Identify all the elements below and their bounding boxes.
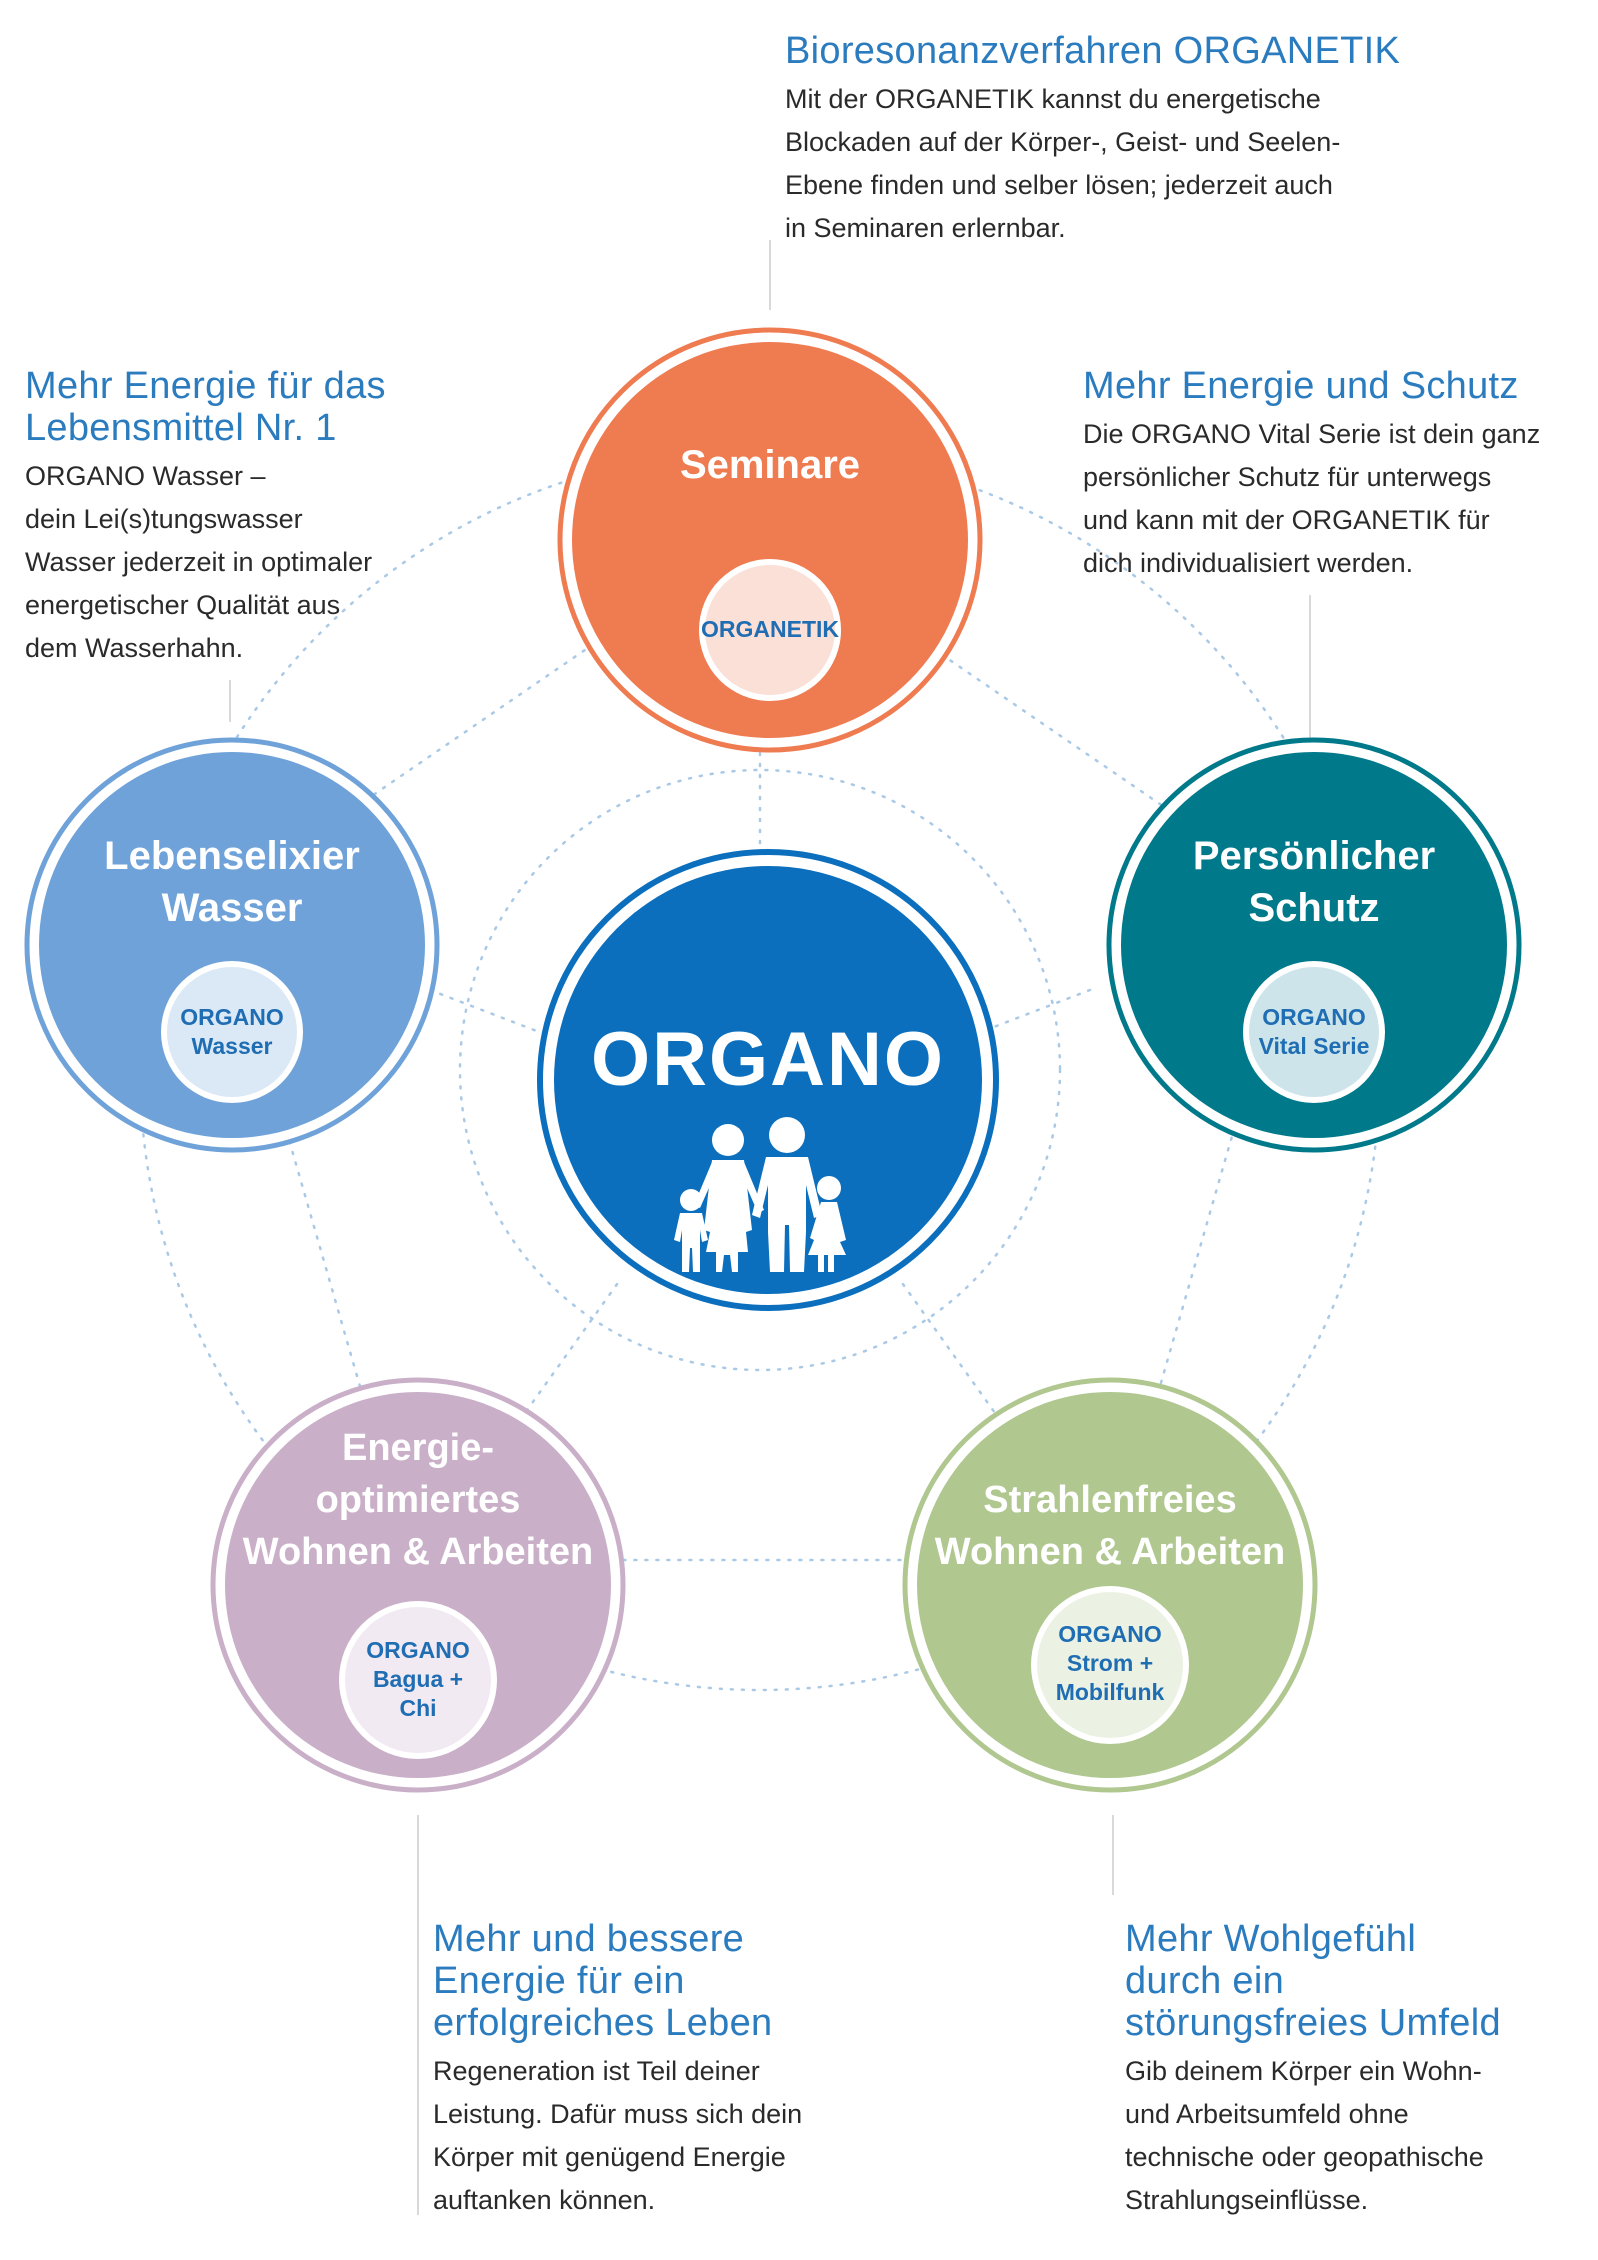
strahlen-description xyxy=(1125,1918,1585,2222)
wohnen-description-title: Mehr und bessere Energie für ein erfolgreiches Leben xyxy=(433,1918,773,2044)
schutz-title: Persönlicher Schutz xyxy=(1192,834,1436,930)
schutz-description-body: Die ORGANO Vital Serie ist dein ganz persönlicher Schutz für unterwegs und kann mit der ORGANETIK für dich individualisiert werden. xyxy=(1083,419,1541,578)
organo-wasser-label: ORGANO Wasser xyxy=(180,1004,284,1059)
strahlen-title: Strahlenfreies Wohnen & Arbeiten xyxy=(934,1479,1286,1573)
strahlen-description-title: Mehr Wohlgefühl durch ein störungsfreies Umfeld xyxy=(1125,1918,1501,2044)
organetik-description-title: Bioresonanzverfahren ORGANETIK xyxy=(785,30,1401,72)
organo-bagua-label: ORGANO Bagua + Chi xyxy=(366,1637,470,1721)
strahlen-description-body: Gib deinem Körper ein Wohn- und Arbeitsumfeld ohne technische oder geopathische Strahlungseinflüsse. xyxy=(1125,2056,1484,2215)
wohnen-description-body: Regeneration ist Teil deiner Leistung. Dafür muss sich dein Körper mit genügend Energie auftanken können. xyxy=(433,2056,803,2215)
organetik-description xyxy=(785,30,1505,250)
dotted-spoke-bottom-left xyxy=(520,1280,620,1420)
organo-vital-label: ORGANO Vital Serie xyxy=(1258,1004,1370,1059)
wasser-description-body: ORGANO Wasser – dein Lei(s)tungswasser Wasser jederzeit in optimaler energetischer Qualität aus dem Wasserhahn. xyxy=(25,461,373,663)
wasser-description xyxy=(25,365,465,670)
wohnen-description xyxy=(433,1918,893,2222)
organo-strom-label: ORGANO Strom + Mobilfunk xyxy=(1055,1621,1165,1705)
strahlen-circle xyxy=(905,1380,1315,1790)
wasser-description-title: Mehr Energie für das Lebensmittel Nr. 1 xyxy=(25,365,386,449)
seminare-title: Seminare xyxy=(679,443,861,487)
schutz-description xyxy=(1083,365,1583,585)
organetik-label: ORGANETIK xyxy=(701,616,839,642)
organetik-description-body: Mit der ORGANETIK kannst du energetische Blockaden auf der Körper-, Geist- und Seelen- Ebene finden und selber lösen; jederzeit auch in Seminaren erlernbar. xyxy=(785,84,1341,243)
center-title: ORGANO xyxy=(591,1017,945,1102)
schutz-circle xyxy=(1109,740,1519,1150)
wasser-title: Lebenselixier Wasser xyxy=(104,834,360,930)
wasser-circle xyxy=(27,740,437,1150)
seminare-circle xyxy=(560,330,980,750)
schutz-description-title: Mehr Energie und Schutz xyxy=(1083,365,1519,407)
dotted-spoke-left xyxy=(430,990,560,1040)
wohnen-title: Energie- optimiertes Wohnen & Arbeiten xyxy=(242,1427,594,1573)
